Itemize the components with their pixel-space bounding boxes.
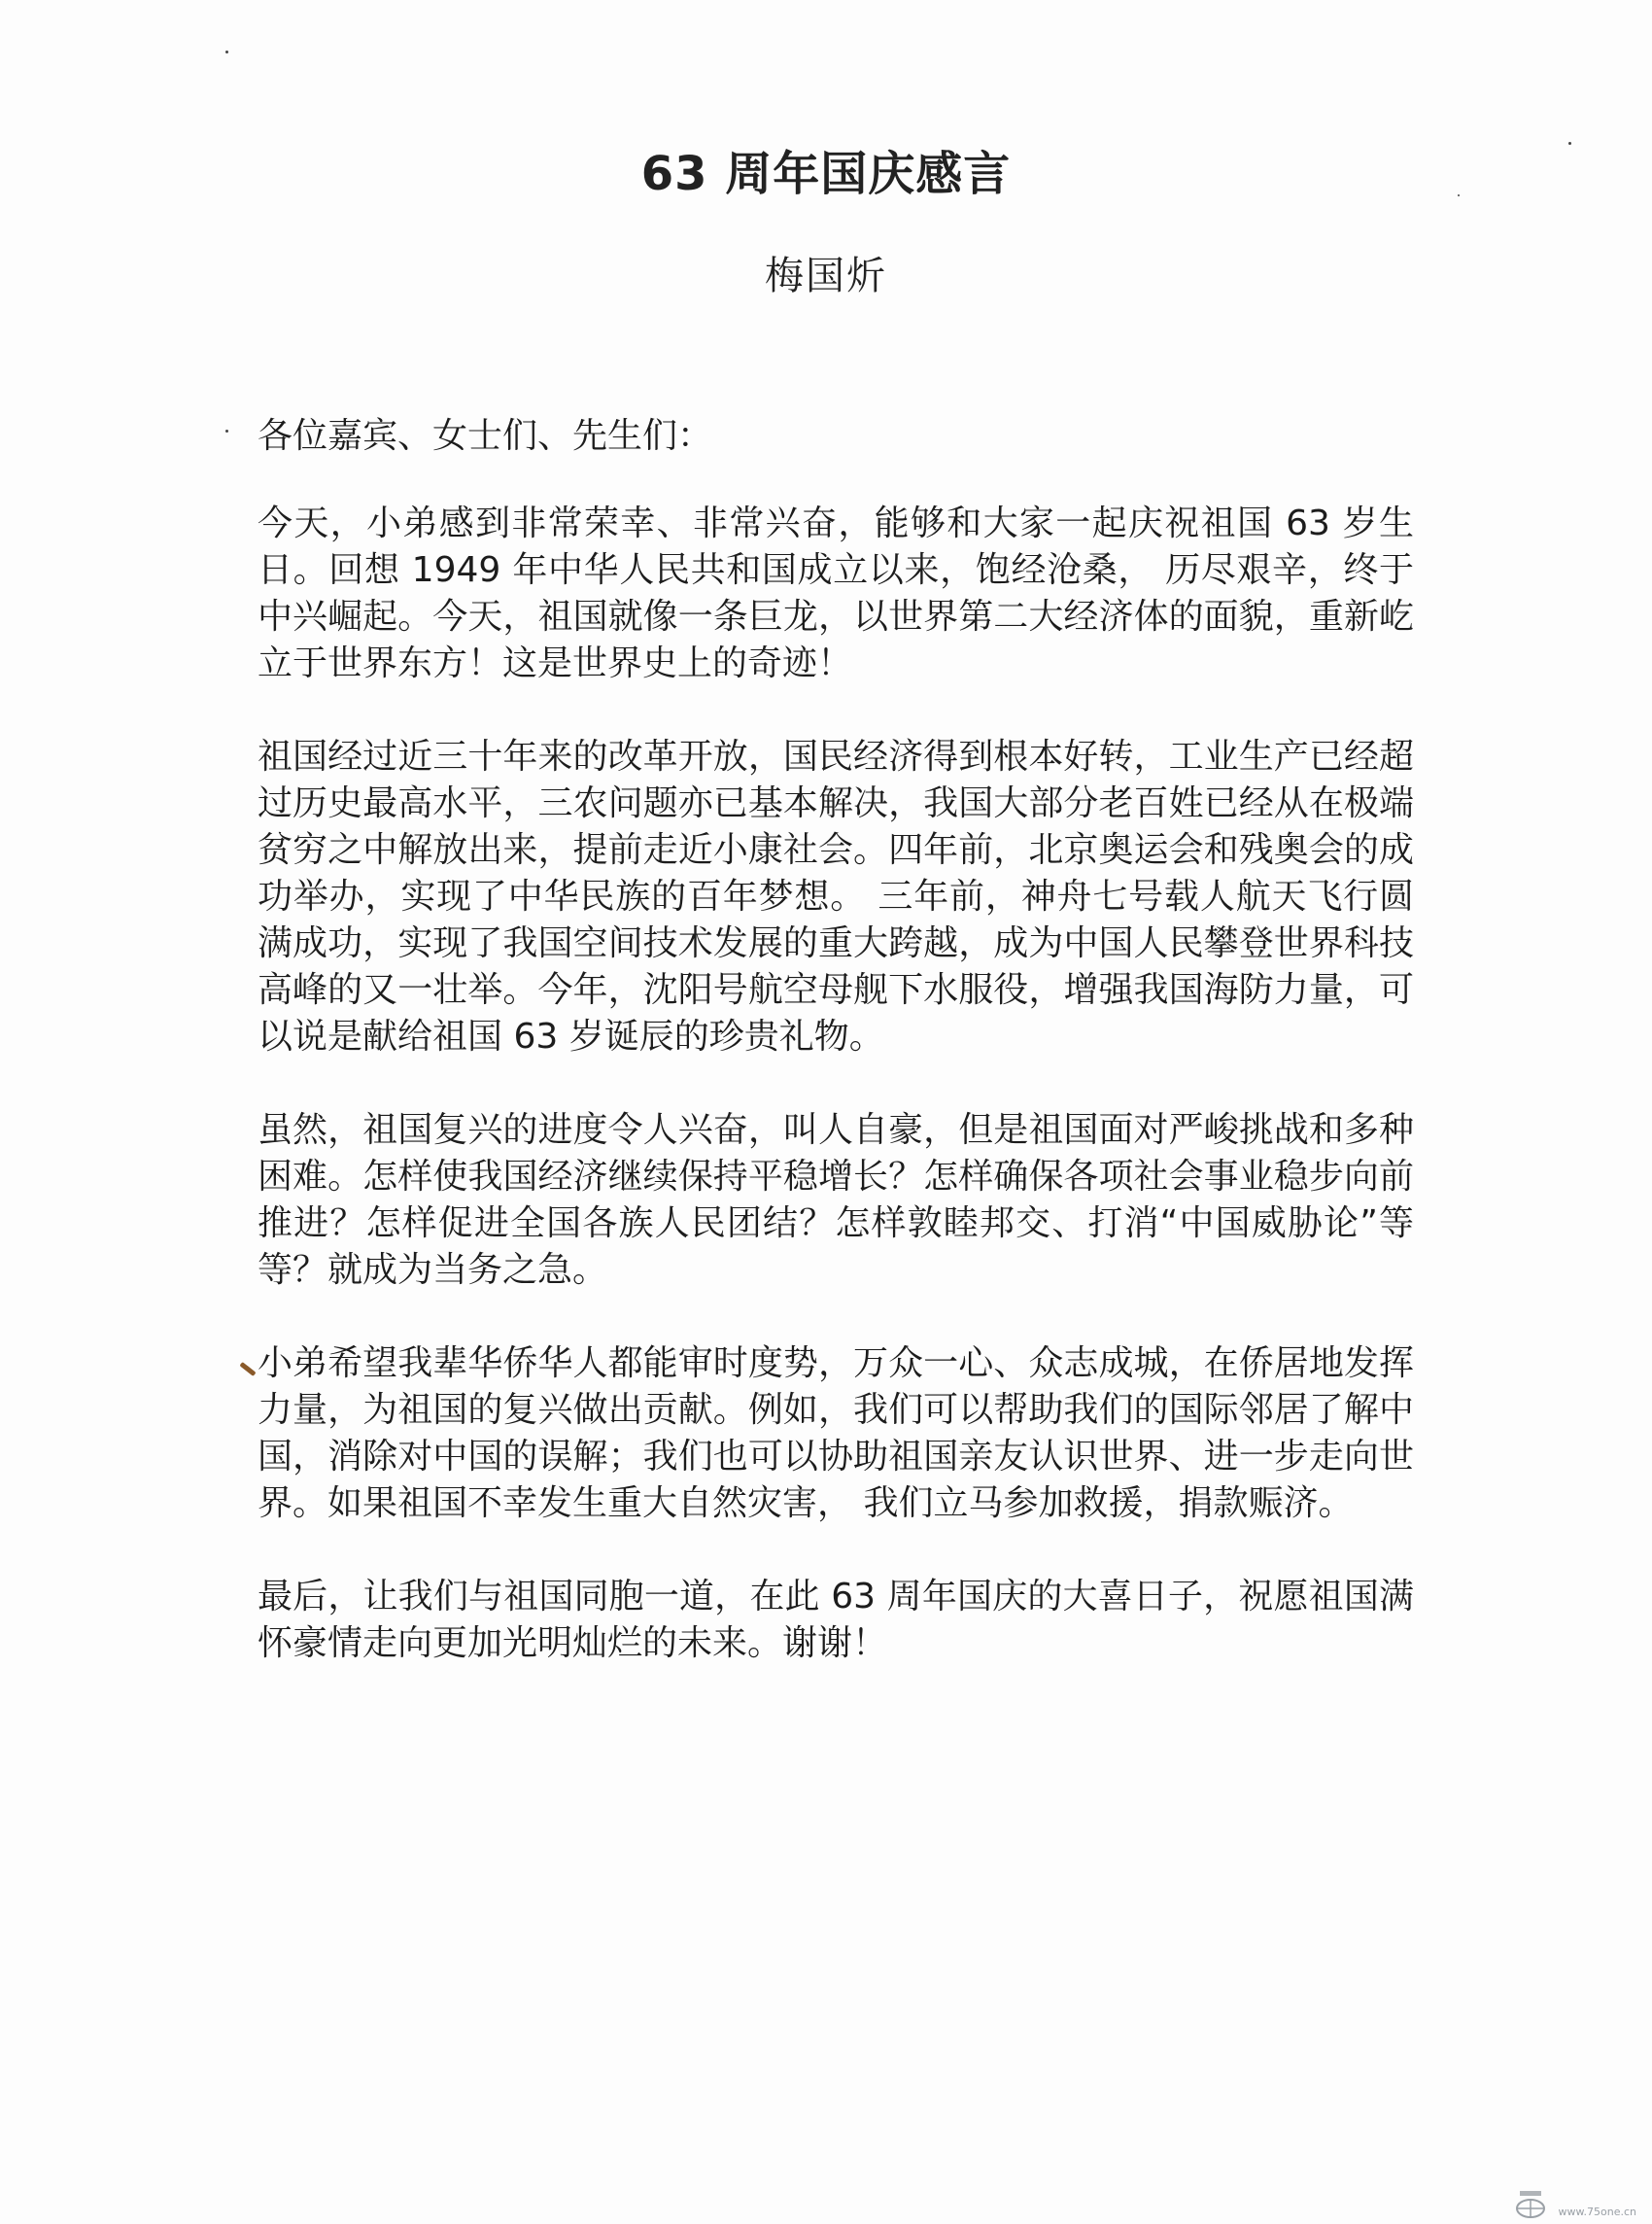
greeting-line: 各位嘉宾、女士们、先生们： [258, 416, 713, 456]
watermark [1508, 2189, 1636, 2218]
document-title: 63 周年国庆感言 [640, 147, 1012, 201]
globe-logo-icon [1508, 2189, 1553, 2218]
scan-speck [1458, 194, 1460, 196]
scan-speck [225, 430, 228, 433]
paragraph-4: 小弟希望我辈华侨华人都能审时度势，万众一心、众志成城，在侨居地发挥力量，为祖国的复兴做出贡献。例如，我们可以帮助我们的国际邻居了解中国，消除对中国的误解；我们也可以协助祖国亲友认识世界、进一步走向世界。如果祖国不幸发生重大自然灾害， 我们立马参加救援，捐款赈济。 [258, 1343, 1414, 1523]
paragraph-3: 虽然，祖国复兴的进度令人兴奋，叫人自豪，但是祖国面对严峻挑战和多种困难。怎样使我国经济继续保持平稳增长？怎样确保各项社会事业稳步向前推进？怎样促进全国各族人民团结？怎样敦睦邦交、打消“中国威胁论”等等？就成为当务之急。 [258, 1110, 1414, 1290]
paragraph-2: 祖国经过近三十年来的改革开放，国民经济得到根本好转，工业生产已经超过历史最高水平，三农问题亦已基本解决，我国大部分老百姓已经从在极端贫穷之中解放出来，提前走近小康社会。四年前，北京奥运会和残奥会的成功举办，实现了中华民族的百年梦想。 三年前，神舟七号载人航天飞行圆满成功，实现了我国空间技术发展的重大跨越，成为中国人民攀登世界科技高峰的又一壮举。今年，沈阳号航空母舰下水服役，增强我国海防力量，可以说是献给祖国 63 岁诞辰的珍贵礼物。 [258, 737, 1414, 1057]
document-body [258, 413, 1414, 1714]
scan-mark [239, 1362, 256, 1376]
scan-speck [225, 51, 228, 53]
paragraph-1: 今天，小弟感到非常荣幸、非常兴奋，能够和大家一起庆祝祖国 63 岁生日。回想 1949 年中华人民共和国成立以来，饱经沧桑， 历尽艰辛，终于中兴崛起。今天，祖国就像一条巨龙，以世界第二大经济体的面貌，重新屹立于世界东方！这是世界史上的奇迹！ [258, 504, 1414, 683]
watermark-text: www.75one.cn [1558, 2206, 1636, 2218]
paragraph-5: 最后，让我们与祖国同胞一道，在此 63 周年国庆的大喜日子，祝愿祖国满怀豪情走向更加光明灿烂的未来。谢谢！ [258, 1577, 1414, 1663]
document-author: 梅国炘 [765, 254, 887, 298]
scan-speck [1568, 142, 1571, 145]
